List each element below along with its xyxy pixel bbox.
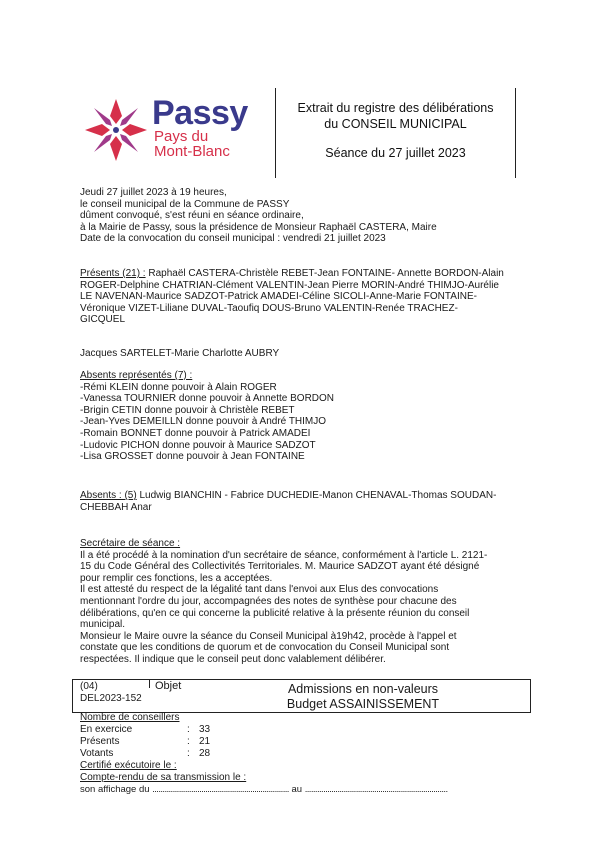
count-label: Présents — [80, 736, 120, 747]
count-row — [80, 736, 210, 747]
proxy-item: -Romain BONNET donne pouvoir à Patrick AMADEI — [80, 427, 311, 439]
logo — [82, 96, 262, 166]
header-box — [275, 88, 516, 178]
intro-line: Jeudi 27 juillet 2023 à 19 heures, — [80, 187, 227, 198]
intro-line: dûment convoqué, s'est réuni en séance ordinaire, — [80, 210, 304, 222]
presents-line: GICQUEL — [80, 314, 126, 326]
count-value: 33 — [199, 724, 211, 735]
proxy-item: -Lisa GROSSET donne pouvoir à Jean FONTAINE — [80, 451, 305, 463]
presents-label: Présents (21) : — [80, 268, 146, 279]
presents-line: ROGER-Delphine CHATRIAN-Clément VALENTIN-Jean Pierre MORIN-André THIMJO-Aurélie — [80, 279, 499, 291]
count-value: 28 — [199, 748, 211, 759]
counts-label: Nombre de conseillers — [80, 712, 180, 723]
display-from-label: son affichage du — [80, 784, 150, 795]
proxy-item: -Rémi KLEIN donne pouvoir à Alain ROGER — [80, 381, 277, 393]
count-row — [80, 748, 210, 759]
certification-line-2: Compte-rendu de sa transmission le : — [80, 772, 247, 783]
secretary-line: municipal. — [80, 619, 126, 631]
absents-line: CHEBBAH Anar — [80, 501, 152, 513]
logo-name: Passy — [152, 94, 248, 132]
presents-line: LE NAVENAN-Maurice SADZOT-Patrick AMADEI-Céline SICOLI-Anne-Marie FONTAINE- — [80, 291, 477, 303]
secretary-line: constate que les conditions de quorum et de convocation du Conseil Municipal sont — [80, 642, 450, 654]
secretary-line: Il est attesté du respect de la légalité tant dans l'envoi aux Elus des convocations — [80, 584, 439, 596]
proxy-item: -Vanessa TOURNIER donne pouvoir à Annette BORDON — [80, 393, 335, 405]
intro-block — [80, 187, 437, 245]
secretary-block — [80, 538, 535, 666]
presents-line: Véronique VIZET-Liliane DUVAL-Taoufiq DOUS-Bruno VALENTIN-Renée TRACHEZ- — [80, 302, 458, 314]
reference-code: DEL2023-152 — [80, 693, 142, 704]
logo-subtitle-2: Mont-Blanc — [154, 143, 230, 160]
logo-star-icon — [82, 96, 150, 164]
secretary-line: respectées. Il indique que le conseil peut donc valablement délibérer. — [80, 653, 386, 665]
presents-block — [80, 268, 535, 326]
presents-extra: Jacques SARTELET-Marie Charlotte AUBRY — [80, 348, 280, 359]
absents-represented-label: Absents représentés (7) : — [80, 370, 193, 381]
header-title-1: Extrait du registre des délibérations — [297, 101, 494, 115]
intro-line: le conseil municipal de la Commune de PASSY — [80, 198, 290, 210]
absents-label: Absents : (5) — [80, 490, 137, 501]
deliberation-reference-box — [72, 679, 531, 713]
reference-subject-2: Budget ASSAINISSEMENT — [286, 697, 440, 711]
secretary-line: pour remplir ces fonctions, les a acceptées. — [80, 572, 273, 584]
proxy-item: -Brigin CETIN donne pouvoir à Christèle REBET — [80, 404, 295, 416]
proxy-item: -Jean-Yves DEMEILLN donne pouvoir à André THIMJO — [80, 416, 327, 428]
count-value: 21 — [199, 736, 211, 747]
intro-line: Date de la convocation du conseil municipal : vendredi 21 juillet 2023 — [80, 233, 386, 245]
absents-represented-block — [80, 370, 334, 463]
objet-label: Objet — [155, 680, 182, 692]
header-title-2: du CONSEIL MUNICIPAL — [324, 117, 467, 131]
reference-divider — [149, 680, 150, 688]
display-from-dots: ................................................................... — [152, 784, 289, 795]
presents-line: Raphaël CASTERA-Christèle REBET-Jean FONTAINE- Annette BORDON-Alain — [145, 268, 504, 279]
secretary-line: 15 du Code Général des Collectivités Territoriales. M. Maurice SADZOT ayant été désigné — [80, 561, 480, 573]
proxy-item: -Ludovic PICHON donne pouvoir à Maurice SADZOT — [80, 439, 316, 451]
intro-line: à la Mairie de Passy, sous la présidence de Monsieur Raphaël CASTERA, Maire — [80, 221, 437, 233]
count-sep: : — [187, 724, 190, 735]
secretary-line: délibérations, qu'en ce qui concerne la publicité relative à la présente réunion du conseil — [80, 607, 470, 619]
count-row — [80, 724, 210, 735]
secretary-line: Monsieur le Maire ouvre la séance du Conseil Municipal à19h42, procède à l'appel et — [80, 630, 457, 642]
reference-subject-1: Admissions en non-valeurs — [287, 682, 439, 696]
absents-line: Ludwig BIANCHIN - Fabrice DUCHEDIE-Manon CHENAVAL-Thomas SOUDAN- — [136, 490, 497, 501]
count-label: En exercice — [80, 724, 133, 735]
display-to-label: au — [291, 784, 303, 795]
secretary-line: Il a été procédé à la nomination d'un secrétaire de séance, conformément à l'article L. 2121- — [80, 549, 488, 561]
count-label: Votants — [80, 748, 114, 759]
absents-block — [80, 490, 496, 513]
secretary-line: mentionnant l'ordre du jour, accompagnées des notes de synthèse pour chacune des — [80, 595, 457, 607]
reference-number: (04) — [80, 681, 98, 692]
display-to-dots: ...................................................................... — [304, 784, 448, 795]
count-sep: : — [187, 748, 190, 759]
secretary-label: Secrétaire de séance : — [80, 538, 181, 549]
logo-subtitle-1: Pays du — [154, 128, 209, 145]
header-session: Séance du 27 juillet 2023 — [325, 146, 466, 160]
certification-line-1: Certifié exécutoire le : — [80, 760, 177, 771]
certification-line-3 — [80, 784, 447, 796]
count-sep: : — [187, 736, 190, 747]
